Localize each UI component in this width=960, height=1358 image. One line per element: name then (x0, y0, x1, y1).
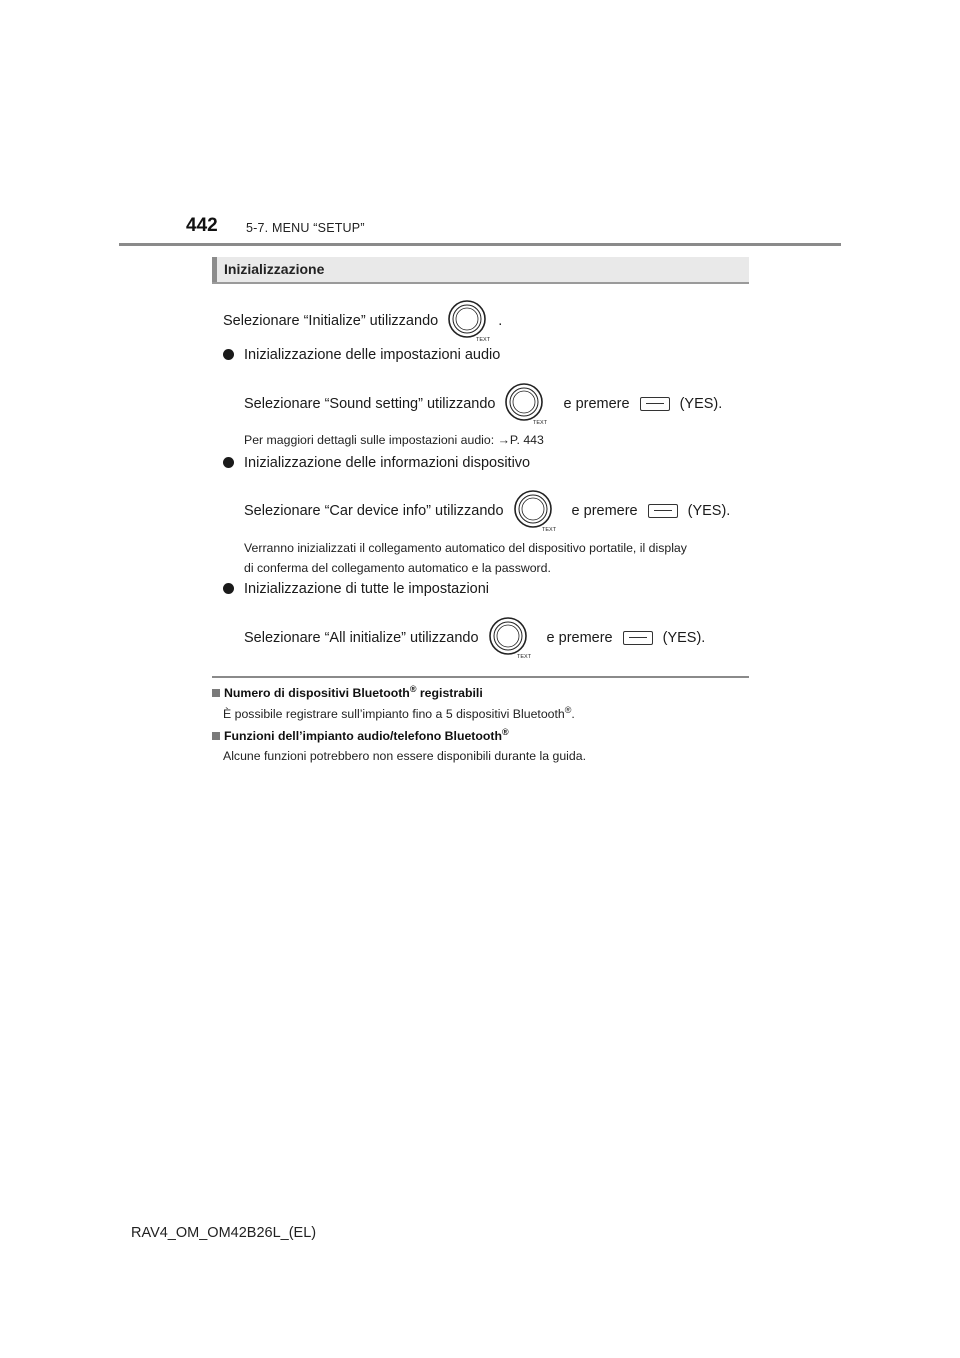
note-body-functions: Alcune funzioni potrebbero non essere disponibili durante la guida. (223, 749, 587, 763)
item-instruction-audio: Selezionare “Sound setting” utilizzando TEXT e premere (YES). (244, 382, 722, 426)
intro-instruction (223, 299, 502, 343)
note-body-devices: È possibile registrare sull’impianto fino a 5 dispositivi Bluetooth®. (223, 705, 575, 722)
note-heading-functions: Funzioni dell’impianto audio/telefono Bluetooth® (212, 727, 509, 743)
intro-text: Selezionare “Initialize” utilizzando (223, 313, 439, 329)
note-heading-devices: Numero di dispositivi Bluetooth® registrabili (212, 684, 483, 700)
item-note-device-line2: di conferma del collegamento automatico e la password. (244, 561, 551, 575)
item-note-audio: Per maggiori dettagli sulle impostazioni audio: →P. 443 (244, 433, 544, 447)
bullet-icon (223, 583, 234, 594)
bullet-icon (223, 457, 234, 468)
tune-knob-icon (487, 616, 533, 660)
heading-accent-bar (212, 257, 217, 282)
square-bullet-icon (212, 732, 220, 740)
svg-text:TEXT: TEXT (533, 420, 548, 426)
tune-knob-icon (512, 489, 558, 533)
section-divider (212, 676, 749, 678)
square-bullet-icon (212, 689, 220, 697)
section-title: 5-7. MENU “SETUP” (246, 221, 365, 235)
svg-text:TEXT: TEXT (541, 527, 556, 533)
header-rule (119, 243, 841, 246)
document-code: RAV4_OM_OM42B26L_(EL) (131, 1225, 317, 1241)
item-instruction-all: Selezionare “All initialize” utilizzando TEXT e premere (YES). (244, 616, 705, 660)
item-title-audio: Inizializzazione delle impostazioni audio (223, 347, 500, 363)
preset-button-icon (623, 631, 653, 645)
page-number: 442 (186, 215, 218, 236)
knob-label: TEXT (476, 337, 491, 343)
item-title-all: Inizializzazione di tutte le impostazioni (223, 581, 489, 597)
svg-text:TEXT: TEXT (516, 654, 531, 660)
intro-period: . (498, 313, 503, 329)
preset-button-icon (648, 504, 678, 518)
preset-button-icon (640, 397, 670, 411)
item-instruction-device: Selezionare “Car device info” utilizzando TEXT e premere (YES). (244, 489, 730, 533)
item-title-device: Inizializzazione delle informazioni dispositivo (223, 455, 530, 471)
tune-knob-icon (503, 382, 549, 426)
section-heading-box (212, 257, 749, 284)
tune-knob-icon (446, 299, 492, 343)
bullet-icon (223, 349, 234, 360)
section-heading: Inizializzazione (224, 261, 325, 277)
item-note-device-line1: Verranno inizializzati il collegamento automatico del dispositivo portatile, il display (244, 541, 687, 555)
